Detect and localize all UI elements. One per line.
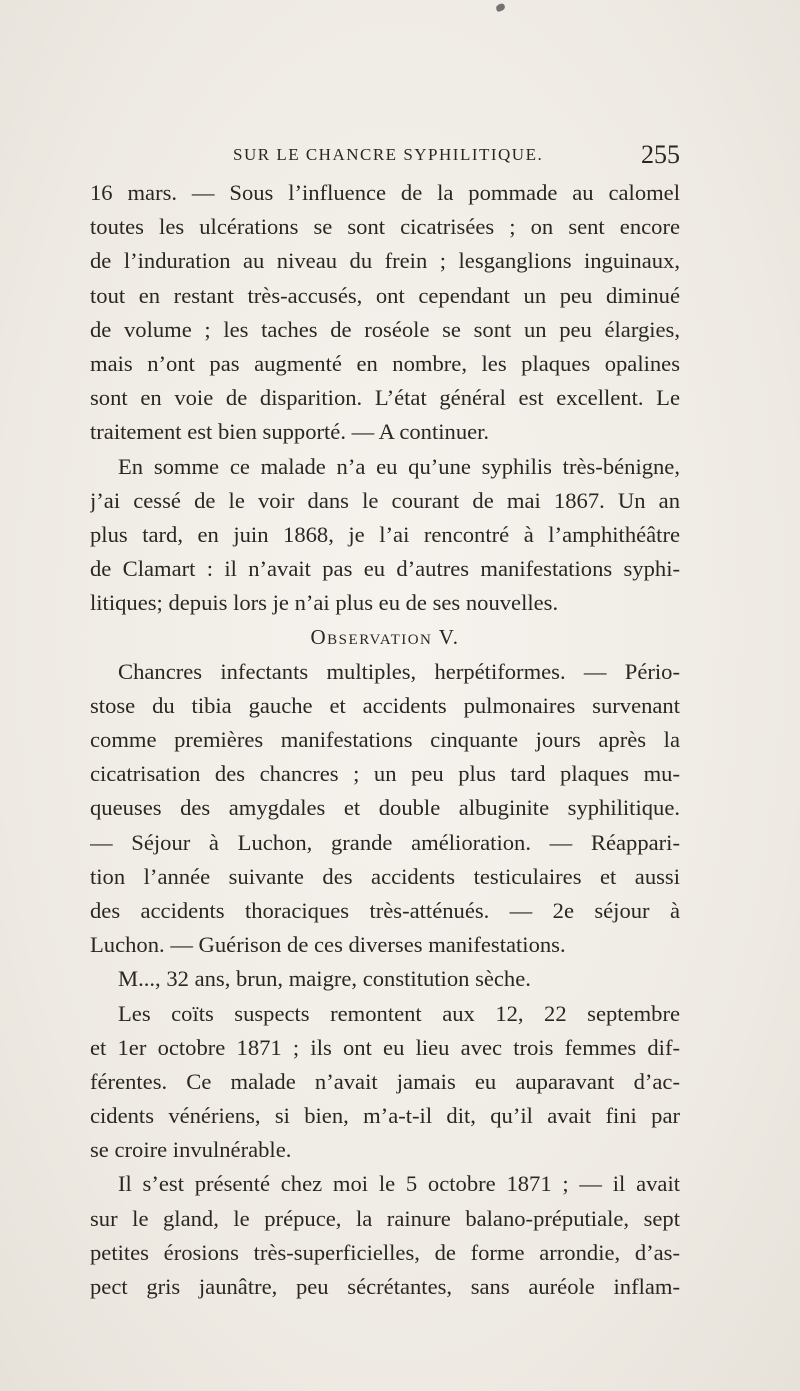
text-line: des accidents thoraciques très-atténués. — 2e séjour à: [90, 897, 680, 923]
text-line: de l’induration au niveau du frein ; lesganglions inguinaux,: [90, 248, 680, 274]
text-line: comme premières manifestations cinquante jours après la: [90, 727, 680, 752]
text-line: de volume ; les taches de roséole se sont un peu élargies,: [90, 316, 680, 342]
text-line: Chancres infectants multiples, herpétiformes. — Pério-: [118, 658, 680, 684]
text-line: Il s’est présenté chez moi le 5 octobre 1871 ; — il avait: [118, 1171, 680, 1197]
text-line: et 1er octobre 1871 ; ils ont eu lieu avec trois femmes dif-: [90, 1034, 680, 1060]
text-line: sont en voie de disparition. L’état général est excellent. Le: [90, 385, 680, 411]
text-line: petites érosions très-superficielles, de forme arrondie, d’as-: [90, 1239, 680, 1265]
section-heading: Observation V.: [310, 625, 460, 650]
text-line: queuses des amygdales et double albuginite syphilitique.: [90, 795, 680, 821]
text-line: toutes les ulcérations se sont cicatrisées ; on sent encore: [90, 214, 680, 240]
text-line: cicatrisation des chancres ; un peu plus tard plaques mu-: [90, 761, 680, 787]
text-line: stose du tibia gauche et accidents pulmonaires survenant: [90, 692, 680, 718]
text-line: mais n’ont pas augmenté en nombre, les plaques opalines: [90, 350, 680, 376]
text-line: tout en restant très-accusés, ont cependant un peu diminué: [90, 282, 680, 308]
running-head: SUR LE CHANCRE SYPHILITIQUE.: [233, 145, 544, 164]
text-line: Les coïts suspects remontent aux 12, 22 septembre: [118, 1000, 680, 1026]
ink-speck: [495, 3, 506, 13]
text-line: Luchon. — Guérison de ces diverses manifestations.: [90, 932, 566, 958]
text-line: M..., 32 ans, brun, maigre, constitution sèche.: [118, 966, 531, 992]
text-line: — Séjour à Luchon, grande amélioration. — Réappari-: [90, 829, 680, 855]
text-line: sur le gland, le prépuce, la rainure balano-préputiale, sept: [90, 1205, 680, 1231]
text-line: de Clamart : il n’avait pas eu d’autres manifestations syphi-: [90, 556, 680, 582]
text-line: pect gris jaunâtre, peu sécrétantes, sans auréole inflam-: [90, 1274, 680, 1299]
text-line: j’ai cessé de le voir dans le courant de mai 1867. Un an: [90, 487, 680, 513]
text-line: cidents vénériens, si bien, m’a-t-il dit, qu’il avait fini par: [90, 1103, 680, 1129]
text-line: férentes. Ce malade n’avait jamais eu auparavant d’ac-: [90, 1068, 680, 1094]
text-line: plus tard, en juin 1868, je l’ai rencontré à l’amphithéâtre: [90, 521, 680, 547]
page-number: 255: [641, 140, 680, 169]
text-line: En somme ce malade n’a eu qu’une syphilis très-bénigne,: [118, 453, 680, 479]
text-line: tion l’année suivante des accidents testiculaires et aussi: [90, 863, 680, 889]
text-line: se croire invulnérable.: [90, 1137, 292, 1163]
text-line: 16 mars. — Sous l’influence de la pommade au calomel: [90, 180, 680, 205]
text-line: traitement est bien supporté. — A continuer.: [90, 419, 490, 445]
page-header: [90, 142, 680, 172]
body-text: [90, 176, 680, 1304]
text-line: litiques; depuis lors je n’ai plus eu de ses nouvelles.: [90, 590, 559, 616]
